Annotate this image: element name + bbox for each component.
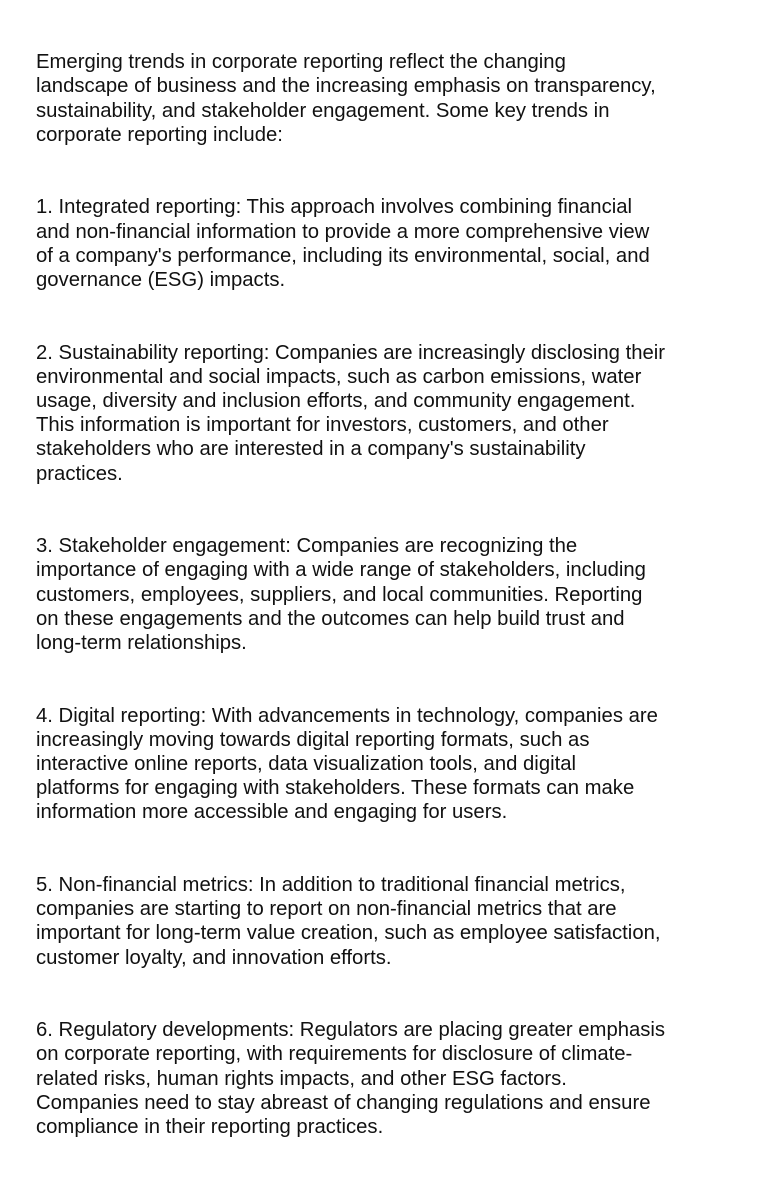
trend-item-non-financial-metrics: 5. Non-financial metrics: In addition to traditional financial metrics, companies are starting to report on non-financial metrics that are important for long-term value creation, such as employee satisfaction, customer loyalty, and innovation efforts. (36, 874, 661, 969)
trend-item-sustainability-reporting: 2. Sustainability reporting: Companies are increasingly disclosing their environmental and social impacts, such as carbon emissions, water usage, diversity and inclusion efforts, and community engagement. This information is important for investors, customers, and other stakeholders who are interested in a company's sustainability practices. (36, 341, 666, 485)
intro-paragraph: Emerging trends in corporate reporting reflect the changing landscape of business and the increasing emphasis on transparency, sustainability, and stakeholder engagement. Some key trends in corporate reporting include: (36, 51, 656, 146)
trend-item-regulatory-developments: 6. Regulatory developments: Regulators are placing greater emphasis on corporate reporting, with requirements for disclosure of climate- related risks, human rights impacts, and other ESG factors. Companies need to stay abreast of changing regulations and ensure compliance in their reporting practices. (36, 1019, 666, 1139)
trend-item-digital-reporting: 4. Digital reporting: With advancements in technology, companies are increasingly moving towards digital reporting formats, such as interactive online reports, data visualization tools, and digital platforms for engaging with stakeholders. These formats can make information more accessible and engaging for users. (36, 704, 658, 824)
trend-item-integrated-reporting: 1. Integrated reporting: This approach involves combining financial and non-financial information to provide a more comprehensive view of a company's performance, including its environmental, social, and governance (ESG) impacts. (36, 196, 650, 292)
document-body (36, 26, 756, 1188)
trend-item-stakeholder-engagement: 3. Stakeholder engagement: Companies are recognizing the importance of engaging with a wide range of stakeholders, including customers, employees, suppliers, and local communities. Reporting on these engagements and the outcomes can help build trust and long-term relationships. (36, 535, 646, 655)
